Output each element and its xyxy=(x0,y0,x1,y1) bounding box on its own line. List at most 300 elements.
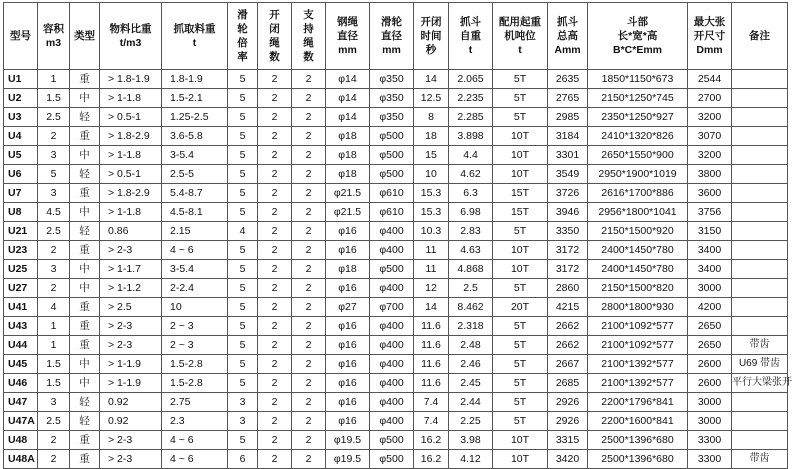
column-header-line: 支 xyxy=(303,9,314,21)
table-cell: 2 xyxy=(292,355,326,374)
model-cell: U21 xyxy=(4,222,38,241)
column-header-line: 直径 xyxy=(337,30,358,42)
table-cell: 10 xyxy=(162,298,228,317)
table-cell: 4.5-8.1 xyxy=(162,203,228,222)
column-header-line: 绳 xyxy=(269,37,280,49)
table-cell: φ16 xyxy=(326,412,370,431)
table-cell: 5 xyxy=(228,260,258,279)
table-cell: 15T xyxy=(493,203,548,222)
model-cell: U47A xyxy=(4,412,38,431)
table-cell: 轻 xyxy=(70,165,100,184)
table-cell: 2800*1800*930 xyxy=(588,298,688,317)
table-cell: > 1.8-2.9 xyxy=(100,184,162,203)
table-cell: 2.46 xyxy=(449,355,493,374)
table-cell: 2950*1900*1019 xyxy=(588,165,688,184)
table-cell: > 0.5-1 xyxy=(100,165,162,184)
column-header-line: 备注 xyxy=(749,30,770,42)
table-cell: 3000 xyxy=(688,279,732,298)
column-header xyxy=(449,3,493,70)
table-cell: φ16 xyxy=(326,317,370,336)
table-cell: 10 xyxy=(414,165,449,184)
table-cell: φ610 xyxy=(370,203,414,222)
table-cell: 5T xyxy=(493,70,548,89)
table-cell: 中 xyxy=(70,203,100,222)
table-cell: 中 xyxy=(70,279,100,298)
column-header-line: 抓斗 xyxy=(557,16,578,28)
table-cell: 中 xyxy=(70,146,100,165)
table-cell: 4 ~ 6 xyxy=(162,450,228,469)
table-cell: 0.86 xyxy=(100,222,162,241)
table-cell: φ19.5 xyxy=(326,450,370,469)
table-cell: 2200*1600*841 xyxy=(588,412,688,431)
table-cell: 重 xyxy=(70,184,100,203)
table-cell: 3 xyxy=(38,260,70,279)
table-cell: 1.5-2.1 xyxy=(162,89,228,108)
column-header-line: m3 xyxy=(45,37,62,49)
table-cell: > 0.5-1 xyxy=(100,108,162,127)
table-cell: 2400*1450*780 xyxy=(588,241,688,260)
table-cell: 12 xyxy=(414,279,449,298)
table-row xyxy=(4,127,788,146)
table-cell: 10T xyxy=(493,127,548,146)
table-cell: 2 xyxy=(292,127,326,146)
table-cell: 5T xyxy=(493,374,548,393)
table-cell: 1.25-2.5 xyxy=(162,108,228,127)
table-cell: 2350*1250*927 xyxy=(588,108,688,127)
table-cell: 3 xyxy=(228,412,258,431)
table-cell: 8.462 xyxy=(449,298,493,317)
table-cell: φ19.5 xyxy=(326,431,370,450)
column-header-line: 开闭 xyxy=(420,16,442,28)
table-row xyxy=(4,89,788,108)
table-cell: φ500 xyxy=(370,260,414,279)
table-row xyxy=(4,108,788,127)
table-cell: φ16 xyxy=(326,241,370,260)
note-cell xyxy=(732,393,788,412)
table-cell: 2 xyxy=(292,108,326,127)
table-cell: 2400*1450*780 xyxy=(588,260,688,279)
column-header-line: 机吨位 xyxy=(504,30,536,42)
table-cell: 5.4-8.7 xyxy=(162,184,228,203)
table-cell: 5 xyxy=(228,355,258,374)
table-cell: 2.235 xyxy=(449,89,493,108)
table-cell: 2 xyxy=(292,412,326,431)
table-cell: 轻 xyxy=(70,222,100,241)
table-row xyxy=(4,317,788,336)
table-cell: > 1-1.8 xyxy=(100,89,162,108)
table-cell: 2685 xyxy=(548,374,588,393)
table-cell: 7.4 xyxy=(414,412,449,431)
table-cell: > 2-3 xyxy=(100,450,162,469)
table-cell: 2200*1796*841 xyxy=(588,393,688,412)
column-header-line: 总高 xyxy=(557,30,578,42)
table-cell: 10T xyxy=(493,450,548,469)
table-cell: φ500 xyxy=(370,165,414,184)
table-cell: 4.868 xyxy=(449,260,493,279)
table-cell: 1.5 xyxy=(38,355,70,374)
table-cell: 6.98 xyxy=(449,203,493,222)
table-cell: 2 xyxy=(258,317,292,336)
table-cell: φ610 xyxy=(370,184,414,203)
table-cell: 中 xyxy=(70,260,100,279)
table-cell: φ400 xyxy=(370,355,414,374)
table-cell: 10T xyxy=(493,260,548,279)
table-cell: 16.2 xyxy=(414,431,449,450)
table-cell: 3-5.4 xyxy=(162,146,228,165)
table-row xyxy=(4,450,788,469)
table-cell: 5 xyxy=(228,203,258,222)
table-cell: 2667 xyxy=(548,355,588,374)
table-row xyxy=(4,374,788,393)
table-cell: φ27 xyxy=(326,298,370,317)
table-cell: 0.92 xyxy=(100,412,162,431)
table-cell: 2956*1800*1041 xyxy=(588,203,688,222)
table-row xyxy=(4,146,788,165)
table-cell: φ18 xyxy=(326,260,370,279)
table-row xyxy=(4,184,788,203)
model-cell: U27 xyxy=(4,279,38,298)
table-cell: 4.12 xyxy=(449,450,493,469)
table-row xyxy=(4,241,788,260)
table-cell: 3946 xyxy=(548,203,588,222)
table-cell: φ400 xyxy=(370,336,414,355)
table-cell: 中 xyxy=(70,89,100,108)
note-cell: 带齿 xyxy=(732,450,788,469)
table-cell: φ400 xyxy=(370,222,414,241)
table-cell: 3549 xyxy=(548,165,588,184)
table-cell: φ16 xyxy=(326,374,370,393)
table-cell: > 2-3 xyxy=(100,241,162,260)
column-header xyxy=(688,3,732,70)
table-cell: 3-5.4 xyxy=(162,260,228,279)
table-cell: φ18 xyxy=(326,146,370,165)
table-cell: φ400 xyxy=(370,241,414,260)
table-cell: 5 xyxy=(228,241,258,260)
column-header-line: 物料比重 xyxy=(109,23,152,35)
table-header xyxy=(4,3,788,70)
table-cell: 2 xyxy=(292,336,326,355)
table-cell: 2100*1092*577 xyxy=(588,317,688,336)
table-cell: > 2-3 xyxy=(100,317,162,336)
column-header-line: 滑轮 xyxy=(381,16,402,28)
table-cell: 7.4 xyxy=(414,393,449,412)
note-cell xyxy=(732,146,788,165)
model-cell: U1 xyxy=(4,70,38,89)
table-cell: 2 xyxy=(258,298,292,317)
table-cell: 3172 xyxy=(548,241,588,260)
table-row xyxy=(4,336,788,355)
note-cell xyxy=(732,412,788,431)
table-cell: 3.98 xyxy=(449,431,493,450)
note-cell xyxy=(732,298,788,317)
note-cell xyxy=(732,70,788,89)
table-cell: 10T xyxy=(493,241,548,260)
column-header-line: 斗部 xyxy=(627,16,648,28)
table-cell: 3726 xyxy=(548,184,588,203)
table-cell: 2 xyxy=(258,412,292,431)
table-cell: 2544 xyxy=(688,70,732,89)
model-cell: U23 xyxy=(4,241,38,260)
table-cell: > 2-3 xyxy=(100,336,162,355)
column-header xyxy=(292,3,326,70)
table-row xyxy=(4,355,788,374)
table-cell: 2 xyxy=(258,393,292,412)
table-cell: φ500 xyxy=(370,431,414,450)
table-cell: φ14 xyxy=(326,70,370,89)
table-cell: 重 xyxy=(70,317,100,336)
table-cell: 3420 xyxy=(548,450,588,469)
column-header-line: B*C*Emm xyxy=(612,44,662,56)
table-cell: 2650*1550*900 xyxy=(588,146,688,165)
table-cell: 11 xyxy=(414,241,449,260)
column-header xyxy=(548,3,588,70)
table-cell: φ18 xyxy=(326,127,370,146)
table-cell: 2500*1396*680 xyxy=(588,450,688,469)
table-cell: φ400 xyxy=(370,393,414,412)
table-cell: 2.5 xyxy=(38,108,70,127)
table-cell: 2 xyxy=(258,165,292,184)
table-cell: 6 xyxy=(228,450,258,469)
table-cell: 1.5-2.8 xyxy=(162,355,228,374)
table-cell: φ500 xyxy=(370,127,414,146)
table-cell: 2 xyxy=(258,450,292,469)
column-header-line: t/m3 xyxy=(119,37,142,49)
spec-table-container xyxy=(3,2,792,465)
table-cell: > 1.8-1.9 xyxy=(100,70,162,89)
table-cell: 3301 xyxy=(548,146,588,165)
table-cell: φ14 xyxy=(326,108,370,127)
table-row xyxy=(4,165,788,184)
table-cell: 18 xyxy=(414,127,449,146)
column-header xyxy=(732,3,788,70)
column-header-line: 类型 xyxy=(74,30,95,42)
table-cell: 5T xyxy=(493,336,548,355)
table-cell: 2 xyxy=(38,279,70,298)
table-cell: 3 xyxy=(38,184,70,203)
table-cell: 重 xyxy=(70,431,100,450)
table-cell: 5T xyxy=(493,89,548,108)
table-cell: 15.3 xyxy=(414,203,449,222)
table-cell: 1 xyxy=(38,70,70,89)
column-header-line: 抓斗 xyxy=(460,16,481,28)
table-cell: 3.898 xyxy=(449,127,493,146)
table-cell: 2150*1500*920 xyxy=(588,222,688,241)
table-cell: 5T xyxy=(493,108,548,127)
table-cell: φ350 xyxy=(370,70,414,89)
column-header-line: 开 xyxy=(269,9,280,21)
column-header-line: t xyxy=(192,37,197,49)
note-cell: 平行大梁张开 xyxy=(732,374,788,393)
column-header-line: 滑 xyxy=(237,9,248,21)
table-cell: 5T xyxy=(493,279,548,298)
table-cell: 2.5 xyxy=(38,412,70,431)
table-row xyxy=(4,260,788,279)
table-cell: 2 ~ 3 xyxy=(162,336,228,355)
table-cell: 轻 xyxy=(70,393,100,412)
table-cell: 2860 xyxy=(548,279,588,298)
table-cell: 4.63 xyxy=(449,241,493,260)
table-row xyxy=(4,412,788,431)
table-cell: 4 xyxy=(38,298,70,317)
table-cell: 2 xyxy=(38,241,70,260)
column-header xyxy=(493,3,548,70)
column-header-line: 开尺寸 xyxy=(693,30,726,42)
table-cell: 5 xyxy=(228,279,258,298)
column-header-line: 率 xyxy=(237,51,248,63)
table-cell: 2 xyxy=(258,146,292,165)
note-cell xyxy=(732,431,788,450)
table-cell: 2 xyxy=(292,279,326,298)
table-cell: 2 xyxy=(292,89,326,108)
table-cell: 2.318 xyxy=(449,317,493,336)
table-cell: 重 xyxy=(70,336,100,355)
table-cell: > 1.8-2.9 xyxy=(100,127,162,146)
table-cell: 4.5 xyxy=(38,203,70,222)
table-cell: 2.83 xyxy=(449,222,493,241)
table-cell: 3150 xyxy=(688,222,732,241)
model-cell: U6 xyxy=(4,165,38,184)
table-cell: 11 xyxy=(414,260,449,279)
table-cell: > 2-3 xyxy=(100,431,162,450)
column-header xyxy=(326,3,370,70)
column-header-line: t xyxy=(518,44,522,56)
column-header-line: 时间 xyxy=(420,30,442,42)
table-cell: 14 xyxy=(414,298,449,317)
table-cell: 3000 xyxy=(688,393,732,412)
column-header-line: 持 xyxy=(303,23,314,35)
table-cell: > 1-1.2 xyxy=(100,279,162,298)
table-cell: 2 xyxy=(292,70,326,89)
table-cell: 15.3 xyxy=(414,184,449,203)
table-cell: 10T xyxy=(493,146,548,165)
note-cell xyxy=(732,317,788,336)
table-cell: 2 xyxy=(292,222,326,241)
table-cell: 2.45 xyxy=(449,374,493,393)
table-cell: 2.5-5 xyxy=(162,165,228,184)
column-header xyxy=(162,3,228,70)
table-cell: 11.6 xyxy=(414,317,449,336)
table-cell: 10T xyxy=(493,165,548,184)
table-cell: 3300 xyxy=(688,450,732,469)
column-header xyxy=(70,3,100,70)
column-header-line: 秒 xyxy=(425,44,437,56)
table-cell: > 2.5 xyxy=(100,298,162,317)
table-cell: 重 xyxy=(70,70,100,89)
table-cell: 5T xyxy=(493,355,548,374)
table-cell: 4215 xyxy=(548,298,588,317)
table-cell: 2600 xyxy=(688,374,732,393)
column-header-line: 长*宽*高 xyxy=(617,30,658,42)
model-cell: U2 xyxy=(4,89,38,108)
table-cell: 2.065 xyxy=(449,70,493,89)
table-cell: 2100*1092*577 xyxy=(588,336,688,355)
column-header-line: mm xyxy=(382,44,401,56)
table-cell: 2 xyxy=(258,241,292,260)
table-cell: 10T xyxy=(493,431,548,450)
model-cell: U47 xyxy=(4,393,38,412)
table-cell: 3315 xyxy=(548,431,588,450)
table-cell: 3070 xyxy=(688,127,732,146)
table-cell: 2 xyxy=(292,203,326,222)
table-row xyxy=(4,222,788,241)
column-header-line: 闭 xyxy=(269,23,280,35)
table-cell: 2926 xyxy=(548,393,588,412)
table-cell: φ16 xyxy=(326,222,370,241)
table-cell: 4 xyxy=(228,222,258,241)
table-cell: 3200 xyxy=(688,146,732,165)
table-cell: 2 xyxy=(292,241,326,260)
column-header-line: 容积 xyxy=(43,23,64,35)
column-header xyxy=(38,3,70,70)
note-cell xyxy=(732,203,788,222)
table-cell: φ14 xyxy=(326,89,370,108)
table-cell: 3 xyxy=(228,393,258,412)
table-cell: 2 xyxy=(258,279,292,298)
table-cell: 2 xyxy=(292,260,326,279)
table-cell: 11.6 xyxy=(414,336,449,355)
table-cell: 2662 xyxy=(548,317,588,336)
table-cell: 20T xyxy=(493,298,548,317)
table-cell: 3400 xyxy=(688,241,732,260)
table-cell: 4.4 xyxy=(449,146,493,165)
table-row xyxy=(4,70,788,89)
table-cell: 4200 xyxy=(688,298,732,317)
table-cell: 2 ~ 3 xyxy=(162,317,228,336)
column-header xyxy=(4,3,38,70)
table-cell: 2650 xyxy=(688,317,732,336)
table-cell: 3200 xyxy=(688,108,732,127)
model-cell: U7 xyxy=(4,184,38,203)
table-cell: 2 xyxy=(292,450,326,469)
table-cell: 2.75 xyxy=(162,393,228,412)
table-cell: 11.6 xyxy=(414,355,449,374)
table-cell: 重 xyxy=(70,298,100,317)
table-cell: 1.5 xyxy=(38,374,70,393)
table-cell: 5 xyxy=(228,336,258,355)
model-cell: U46 xyxy=(4,374,38,393)
table-cell: φ400 xyxy=(370,412,414,431)
column-header-line: mm xyxy=(338,44,357,56)
table-cell: 5T xyxy=(493,222,548,241)
table-cell: 2 xyxy=(292,184,326,203)
model-cell: U5 xyxy=(4,146,38,165)
table-cell: 16.2 xyxy=(414,450,449,469)
table-cell: 2 xyxy=(258,431,292,450)
table-row xyxy=(4,279,788,298)
column-header-line: 型号 xyxy=(10,30,31,42)
table-cell: 2.5 xyxy=(38,222,70,241)
column-header-line: 钢绳 xyxy=(337,16,358,28)
table-cell: 1850*1150*673 xyxy=(588,70,688,89)
table-cell: 1 xyxy=(38,336,70,355)
model-cell: U48 xyxy=(4,431,38,450)
table-cell: 1.8-1.9 xyxy=(162,70,228,89)
table-cell: 2 xyxy=(292,165,326,184)
column-header-line: 配用起重 xyxy=(499,16,541,28)
table-cell: 2 xyxy=(258,70,292,89)
table-cell: φ16 xyxy=(326,355,370,374)
table-cell: 5T xyxy=(493,393,548,412)
table-cell: 2765 xyxy=(548,89,588,108)
table-cell: φ16 xyxy=(326,336,370,355)
table-cell: 轻 xyxy=(70,412,100,431)
table-cell: 2150*1250*745 xyxy=(588,89,688,108)
table-cell: 中 xyxy=(70,374,100,393)
table-cell: 重 xyxy=(70,450,100,469)
table-cell: 2-2.4 xyxy=(162,279,228,298)
table-cell: 2926 xyxy=(548,412,588,431)
table-cell: 5 xyxy=(228,165,258,184)
